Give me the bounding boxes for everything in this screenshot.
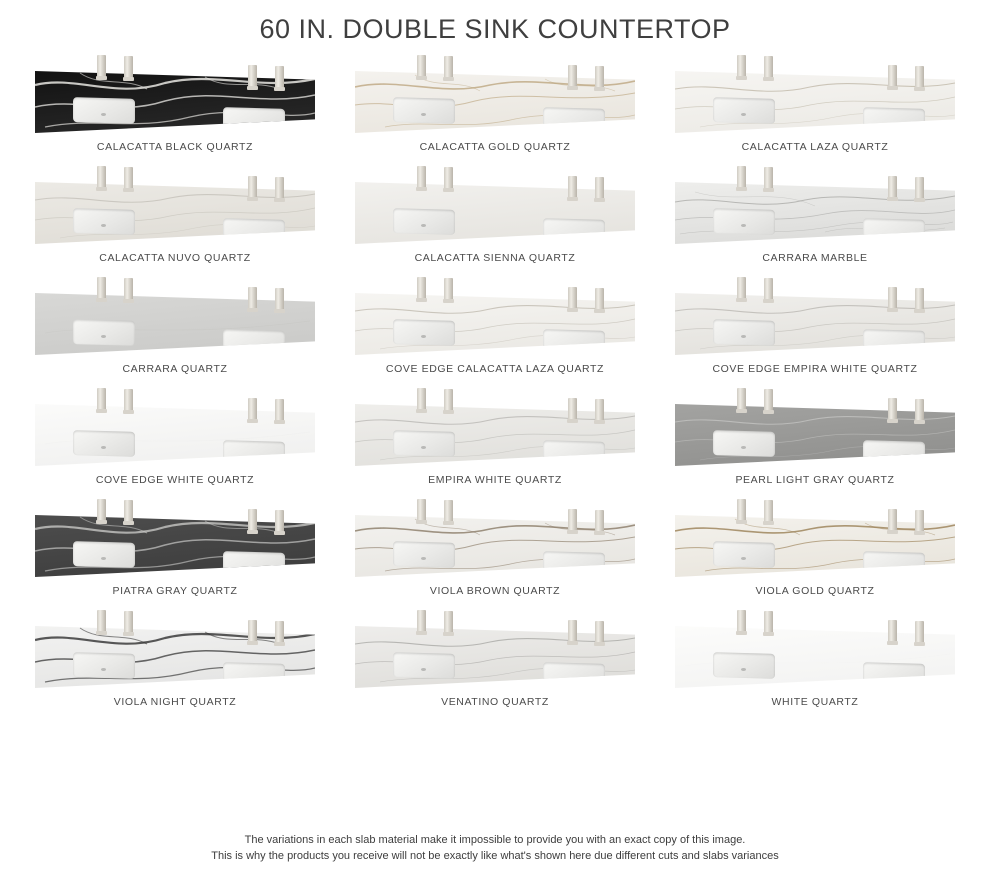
disclaimer-line-1: The variations in each slab material make it impossible to provide you with an exact copy of this image. bbox=[244, 834, 746, 846]
faucet-right-cold bbox=[915, 510, 924, 532]
drain-left bbox=[421, 446, 426, 449]
product-card[interactable] bbox=[658, 166, 972, 277]
countertop-image bbox=[355, 388, 635, 472]
faucet-right-hot bbox=[568, 509, 577, 531]
faucet-right-hot bbox=[888, 287, 897, 309]
sink-right bbox=[223, 107, 285, 133]
product-label: WHITE QUARTZ bbox=[771, 696, 859, 708]
faucet-left-hot bbox=[417, 610, 426, 632]
faucet-left-hot bbox=[417, 55, 426, 77]
drain-right bbox=[571, 234, 576, 237]
sink-left bbox=[713, 652, 775, 679]
slab-surface bbox=[675, 182, 955, 244]
product-label: EMPIRA WHITE QUARTZ bbox=[428, 474, 562, 486]
product-card[interactable] bbox=[658, 499, 972, 610]
drain-right bbox=[571, 123, 576, 126]
faucet-left-cold bbox=[124, 56, 133, 78]
faucet-right-cold bbox=[275, 399, 284, 421]
faucet-left-cold bbox=[444, 278, 453, 300]
product-card[interactable] bbox=[338, 610, 652, 721]
drain-left bbox=[741, 446, 746, 449]
faucet-right-cold bbox=[595, 621, 604, 643]
disclaimer bbox=[0, 832, 990, 864]
product-label: CALACATTA GOLD QUARTZ bbox=[419, 141, 571, 153]
faucet-right-hot bbox=[248, 65, 257, 87]
faucet-left-hot bbox=[737, 277, 746, 299]
faucet-left-hot bbox=[737, 388, 746, 410]
countertop-image bbox=[35, 610, 315, 694]
sink-left bbox=[73, 541, 135, 568]
faucet-right-hot bbox=[568, 65, 577, 87]
sink-left bbox=[393, 319, 455, 346]
faucet-left-hot bbox=[97, 55, 106, 77]
drain-right bbox=[891, 234, 896, 237]
product-card[interactable] bbox=[18, 388, 332, 499]
countertop-image bbox=[35, 388, 315, 472]
sink-right bbox=[863, 329, 925, 355]
sink-right bbox=[223, 329, 285, 355]
slab-surface bbox=[355, 293, 635, 355]
sink-left bbox=[393, 97, 455, 124]
product-card[interactable] bbox=[18, 277, 332, 388]
drain-left bbox=[741, 668, 746, 671]
sink-left bbox=[73, 208, 135, 235]
sink-left bbox=[73, 430, 135, 457]
product-label: CALACATTA NUVO QUARTZ bbox=[99, 252, 251, 264]
countertop-image bbox=[35, 55, 315, 139]
countertop-image bbox=[35, 277, 315, 361]
faucet-right-cold bbox=[595, 177, 604, 199]
faucet-left-hot bbox=[97, 499, 106, 521]
countertop-image bbox=[675, 55, 955, 139]
sink-right bbox=[543, 218, 605, 244]
drain-right bbox=[891, 123, 896, 126]
product-card[interactable] bbox=[18, 610, 332, 721]
faucet-left-hot bbox=[417, 499, 426, 521]
drain-right bbox=[251, 567, 256, 570]
faucet-left-cold bbox=[124, 167, 133, 189]
page-title: 60 IN. DOUBLE SINK COUNTERTOP bbox=[259, 14, 731, 44]
sink-right bbox=[223, 218, 285, 244]
faucet-left-hot bbox=[417, 166, 426, 188]
drain-right bbox=[571, 345, 576, 348]
faucet-left-cold bbox=[764, 56, 773, 78]
product-card[interactable] bbox=[18, 499, 332, 610]
sink-right bbox=[863, 218, 925, 244]
product-label: COVE EDGE CALACATTA LAZA QUARTZ bbox=[385, 363, 605, 375]
sink-right bbox=[223, 662, 285, 688]
faucet-right-cold bbox=[595, 510, 604, 532]
drain-left bbox=[421, 335, 426, 338]
drain-left bbox=[741, 557, 746, 560]
faucet-right-cold bbox=[595, 66, 604, 88]
sink-left bbox=[73, 97, 135, 124]
product-card[interactable] bbox=[658, 277, 972, 388]
sink-left bbox=[393, 541, 455, 568]
sink-left bbox=[73, 652, 135, 679]
slab-surface bbox=[355, 626, 635, 688]
product-label: VENATINO QUARTZ bbox=[441, 696, 549, 708]
product-card[interactable] bbox=[338, 55, 652, 166]
product-label: PEARL LIGHT GRAY QUARTZ bbox=[735, 474, 895, 486]
slab-surface bbox=[35, 404, 315, 466]
sink-right bbox=[543, 440, 605, 466]
product-card[interactable] bbox=[18, 55, 332, 166]
faucet-right-hot bbox=[568, 287, 577, 309]
slab-surface bbox=[675, 293, 955, 355]
faucet-left-cold bbox=[444, 500, 453, 522]
product-label: CALACATTA BLACK QUARTZ bbox=[96, 141, 254, 153]
faucet-right-cold bbox=[915, 399, 924, 421]
product-label: COVE EDGE WHITE QUARTZ bbox=[95, 474, 255, 486]
faucet-left-hot bbox=[737, 55, 746, 77]
drain-left bbox=[101, 446, 106, 449]
drain-left bbox=[101, 113, 106, 116]
faucet-right-cold bbox=[275, 288, 284, 310]
product-label: CALACATTA LAZA QUARTZ bbox=[741, 141, 889, 153]
drain-left bbox=[101, 335, 106, 338]
sink-right bbox=[223, 440, 285, 466]
product-label: VIOLA BROWN QUARTZ bbox=[429, 585, 561, 597]
faucet-left-hot bbox=[417, 277, 426, 299]
faucet-right-cold bbox=[275, 177, 284, 199]
sink-right bbox=[543, 662, 605, 688]
faucet-right-cold bbox=[595, 399, 604, 421]
sink-left bbox=[713, 319, 775, 346]
drain-right bbox=[891, 567, 896, 570]
faucet-left-cold bbox=[124, 611, 133, 633]
slab-surface bbox=[675, 626, 955, 688]
product-card[interactable] bbox=[658, 55, 972, 166]
drain-left bbox=[101, 668, 106, 671]
faucet-right-cold bbox=[275, 621, 284, 643]
faucet-right-cold bbox=[915, 177, 924, 199]
faucet-right-hot bbox=[568, 398, 577, 420]
drain-left bbox=[421, 668, 426, 671]
sink-left bbox=[393, 208, 455, 235]
sink-left bbox=[713, 208, 775, 235]
faucet-left-cold bbox=[124, 389, 133, 411]
product-label: COVE EDGE EMPIRA WHITE QUARTZ bbox=[712, 363, 918, 375]
faucet-right-hot bbox=[888, 176, 897, 198]
faucet-right-hot bbox=[888, 398, 897, 420]
drain-right bbox=[891, 678, 896, 681]
countertop-image bbox=[355, 55, 635, 139]
product-card[interactable] bbox=[338, 499, 652, 610]
product-card[interactable] bbox=[658, 388, 972, 499]
drain-right bbox=[251, 234, 256, 237]
countertop-image bbox=[675, 166, 955, 250]
faucet-right-hot bbox=[888, 509, 897, 531]
drain-right bbox=[251, 678, 256, 681]
drain-left bbox=[421, 113, 426, 116]
product-card[interactable] bbox=[338, 388, 652, 499]
drain-right bbox=[571, 456, 576, 459]
product-label: CARRARA QUARTZ bbox=[122, 363, 228, 375]
slab-surface bbox=[355, 404, 635, 466]
slab-surface bbox=[355, 515, 635, 577]
faucet-right-cold bbox=[275, 66, 284, 88]
countertop-image bbox=[355, 166, 635, 250]
slab-surface bbox=[35, 182, 315, 244]
faucet-left-hot bbox=[737, 499, 746, 521]
faucet-left-cold bbox=[444, 167, 453, 189]
sink-left bbox=[713, 97, 775, 124]
faucet-right-cold bbox=[915, 621, 924, 643]
sink-left bbox=[393, 652, 455, 679]
countertop-image bbox=[675, 388, 955, 472]
faucet-right-cold bbox=[915, 288, 924, 310]
drain-right bbox=[251, 123, 256, 126]
sink-right bbox=[543, 107, 605, 133]
sink-right bbox=[543, 551, 605, 577]
drain-left bbox=[741, 335, 746, 338]
faucet-right-cold bbox=[275, 510, 284, 532]
drain-left bbox=[101, 557, 106, 560]
slab-surface bbox=[35, 293, 315, 355]
slab-surface bbox=[675, 515, 955, 577]
sink-left bbox=[713, 430, 775, 457]
drain-right bbox=[571, 567, 576, 570]
faucet-left-cold bbox=[124, 500, 133, 522]
countertop-image bbox=[35, 166, 315, 250]
faucet-right-cold bbox=[915, 66, 924, 88]
sink-right bbox=[543, 329, 605, 355]
faucet-left-cold bbox=[444, 56, 453, 78]
drain-left bbox=[741, 113, 746, 116]
drain-left bbox=[421, 224, 426, 227]
faucet-right-hot bbox=[568, 620, 577, 642]
slab-surface bbox=[35, 626, 315, 688]
countertop-image bbox=[675, 610, 955, 694]
slab-surface bbox=[355, 71, 635, 133]
sink-left bbox=[73, 319, 135, 346]
faucet-left-cold bbox=[764, 500, 773, 522]
drain-left bbox=[101, 224, 106, 227]
faucet-right-hot bbox=[568, 176, 577, 198]
sink-right bbox=[863, 662, 925, 688]
faucet-right-hot bbox=[888, 65, 897, 87]
countertop-image bbox=[675, 499, 955, 583]
product-label: PIATRA GRAY QUARTZ bbox=[112, 585, 238, 597]
countertop-image bbox=[35, 499, 315, 583]
slab-surface bbox=[675, 404, 955, 466]
faucet-left-cold bbox=[444, 389, 453, 411]
faucet-left-cold bbox=[444, 611, 453, 633]
faucet-left-cold bbox=[764, 611, 773, 633]
drain-left bbox=[421, 557, 426, 560]
faucet-right-hot bbox=[248, 509, 257, 531]
faucet-right-hot bbox=[888, 620, 897, 642]
countertop-image bbox=[355, 499, 635, 583]
product-grid bbox=[0, 55, 990, 721]
faucet-left-hot bbox=[97, 277, 106, 299]
drain-right bbox=[571, 678, 576, 681]
slab-surface bbox=[355, 182, 635, 244]
product-card[interactable] bbox=[658, 610, 972, 721]
countertop-image bbox=[355, 277, 635, 361]
drain-right bbox=[251, 345, 256, 348]
faucet-left-cold bbox=[764, 167, 773, 189]
product-label: VIOLA NIGHT QUARTZ bbox=[113, 696, 237, 708]
slab-surface bbox=[35, 71, 315, 133]
product-label: CARRARA MARBLE bbox=[762, 252, 868, 264]
drain-right bbox=[251, 456, 256, 459]
faucet-left-hot bbox=[97, 388, 106, 410]
faucet-left-cold bbox=[764, 278, 773, 300]
faucet-right-hot bbox=[248, 287, 257, 309]
slab-surface bbox=[675, 71, 955, 133]
product-card[interactable] bbox=[18, 166, 332, 277]
countertop-image bbox=[355, 610, 635, 694]
faucet-right-hot bbox=[248, 620, 257, 642]
product-card[interactable] bbox=[338, 277, 652, 388]
sink-right bbox=[223, 551, 285, 577]
faucet-left-hot bbox=[737, 166, 746, 188]
disclaimer-line-2: This is why the products you receive will not be exactly like what's shown here due different cuts and slabs variances bbox=[211, 850, 779, 862]
sink-right bbox=[863, 107, 925, 133]
faucet-left-cold bbox=[124, 278, 133, 300]
faucet-left-hot bbox=[737, 610, 746, 632]
countertop-image bbox=[675, 277, 955, 361]
faucet-left-hot bbox=[97, 610, 106, 632]
faucet-right-hot bbox=[248, 398, 257, 420]
drain-right bbox=[891, 456, 896, 459]
sink-right bbox=[863, 551, 925, 577]
faucet-left-cold bbox=[764, 389, 773, 411]
faucet-left-hot bbox=[417, 388, 426, 410]
slab-surface bbox=[35, 515, 315, 577]
drain-right bbox=[891, 345, 896, 348]
sink-left bbox=[393, 430, 455, 457]
product-label: VIOLA GOLD QUARTZ bbox=[755, 585, 875, 597]
product-label: CALACATTA SIENNA QUARTZ bbox=[414, 252, 576, 264]
drain-left bbox=[741, 224, 746, 227]
product-card[interactable] bbox=[338, 166, 652, 277]
sink-right bbox=[863, 440, 925, 466]
sink-left bbox=[713, 541, 775, 568]
faucet-right-hot bbox=[248, 176, 257, 198]
faucet-left-hot bbox=[97, 166, 106, 188]
faucet-right-cold bbox=[595, 288, 604, 310]
